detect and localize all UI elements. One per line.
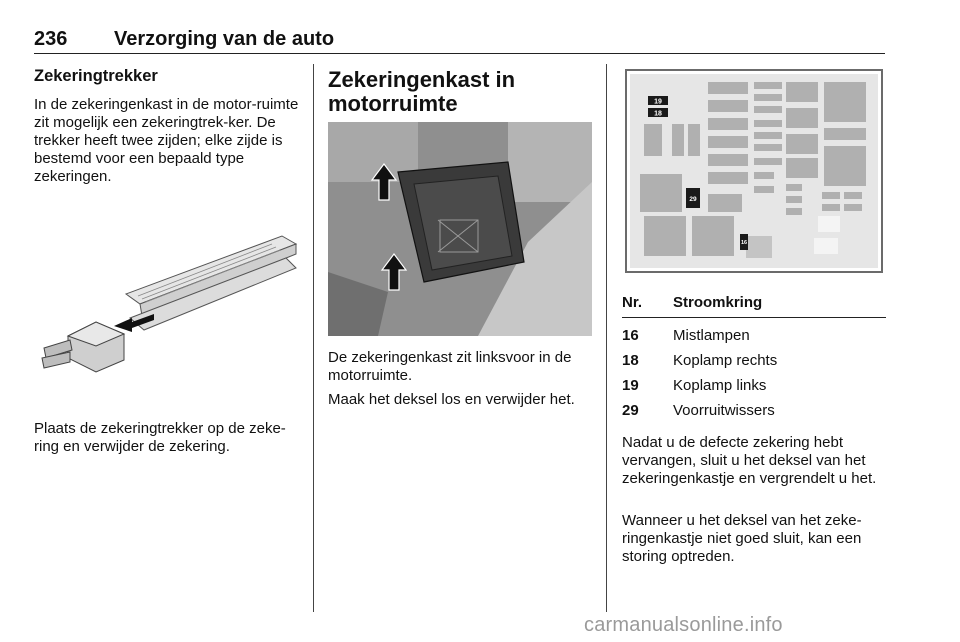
section-heading-engine-fusebox: Zekeringenkast in motorruimte: [328, 67, 516, 116]
page-header: [34, 26, 885, 54]
column-divider-1: [313, 64, 314, 612]
replace-fuse-text: Nadat u de defecte zekering hebt vervangen, sluit u het deksel van het zekeringenkastje en vergrendelt u het.: [622, 434, 877, 487]
fuse-label-29: 29: [689, 196, 697, 203]
fuse-puller-illustration: [34, 222, 300, 382]
fuse-label-16: 16: [740, 240, 748, 246]
cover-warning-text: Wanneer u het deksel van het zeke-ringenkastje niet goed sluit, kan een storing optreden.: [622, 512, 862, 565]
column-divider-2: [606, 64, 607, 612]
section-heading-fuse-puller: Zekeringtrekker: [34, 67, 158, 85]
fuse-label-18: 18: [654, 110, 662, 118]
fusebox-location-text: De zekeringenkast zit linksvoor in de motorruimte.: [328, 349, 572, 384]
column-header-circuit: Stroomkring: [673, 294, 763, 311]
watermark: carmanualsonline.info: [584, 614, 783, 636]
fuse-label-19: 19: [654, 98, 662, 106]
fuse-table-header: [622, 292, 886, 318]
column-header-nr: Nr.: [622, 294, 643, 311]
fuse-circuit: Koplamp rechts: [673, 352, 778, 369]
fuse-circuit: Mistlampen: [673, 327, 750, 344]
fuse-puller-paragraph: In de zekeringenkast in de motor-ruimte zit mogelijk een zekeringtrek-ker. De trekker heeft twee zijden; elke zijde is bestemd voor een bepaald type zekeringen.: [34, 96, 299, 185]
table-row: [622, 322, 886, 347]
fuse-table: [622, 292, 886, 422]
table-row: [622, 372, 886, 397]
page-number: 236: [34, 28, 68, 50]
engine-compartment-photo: [328, 122, 592, 336]
fusebox-cover-text: Maak het deksel los en verwijder het.: [328, 391, 575, 408]
fuse-circuit: Koplamp links: [673, 377, 767, 394]
fuse-circuit: Voorruitwissers: [673, 402, 775, 419]
table-row: [622, 397, 886, 422]
fuse-puller-instruction: Plaats de zekeringtrekker op de zeke-ring en verwijder de zekering.: [34, 420, 286, 455]
fuse-number: 29: [622, 402, 639, 419]
fuse-number: 16: [622, 327, 639, 344]
table-row: [622, 347, 886, 372]
fusebox-diagram: [622, 66, 886, 276]
chapter-title: Verzorging van de auto: [114, 28, 335, 50]
fuse-number: 19: [622, 377, 639, 394]
fuse-number: 18: [622, 352, 639, 369]
